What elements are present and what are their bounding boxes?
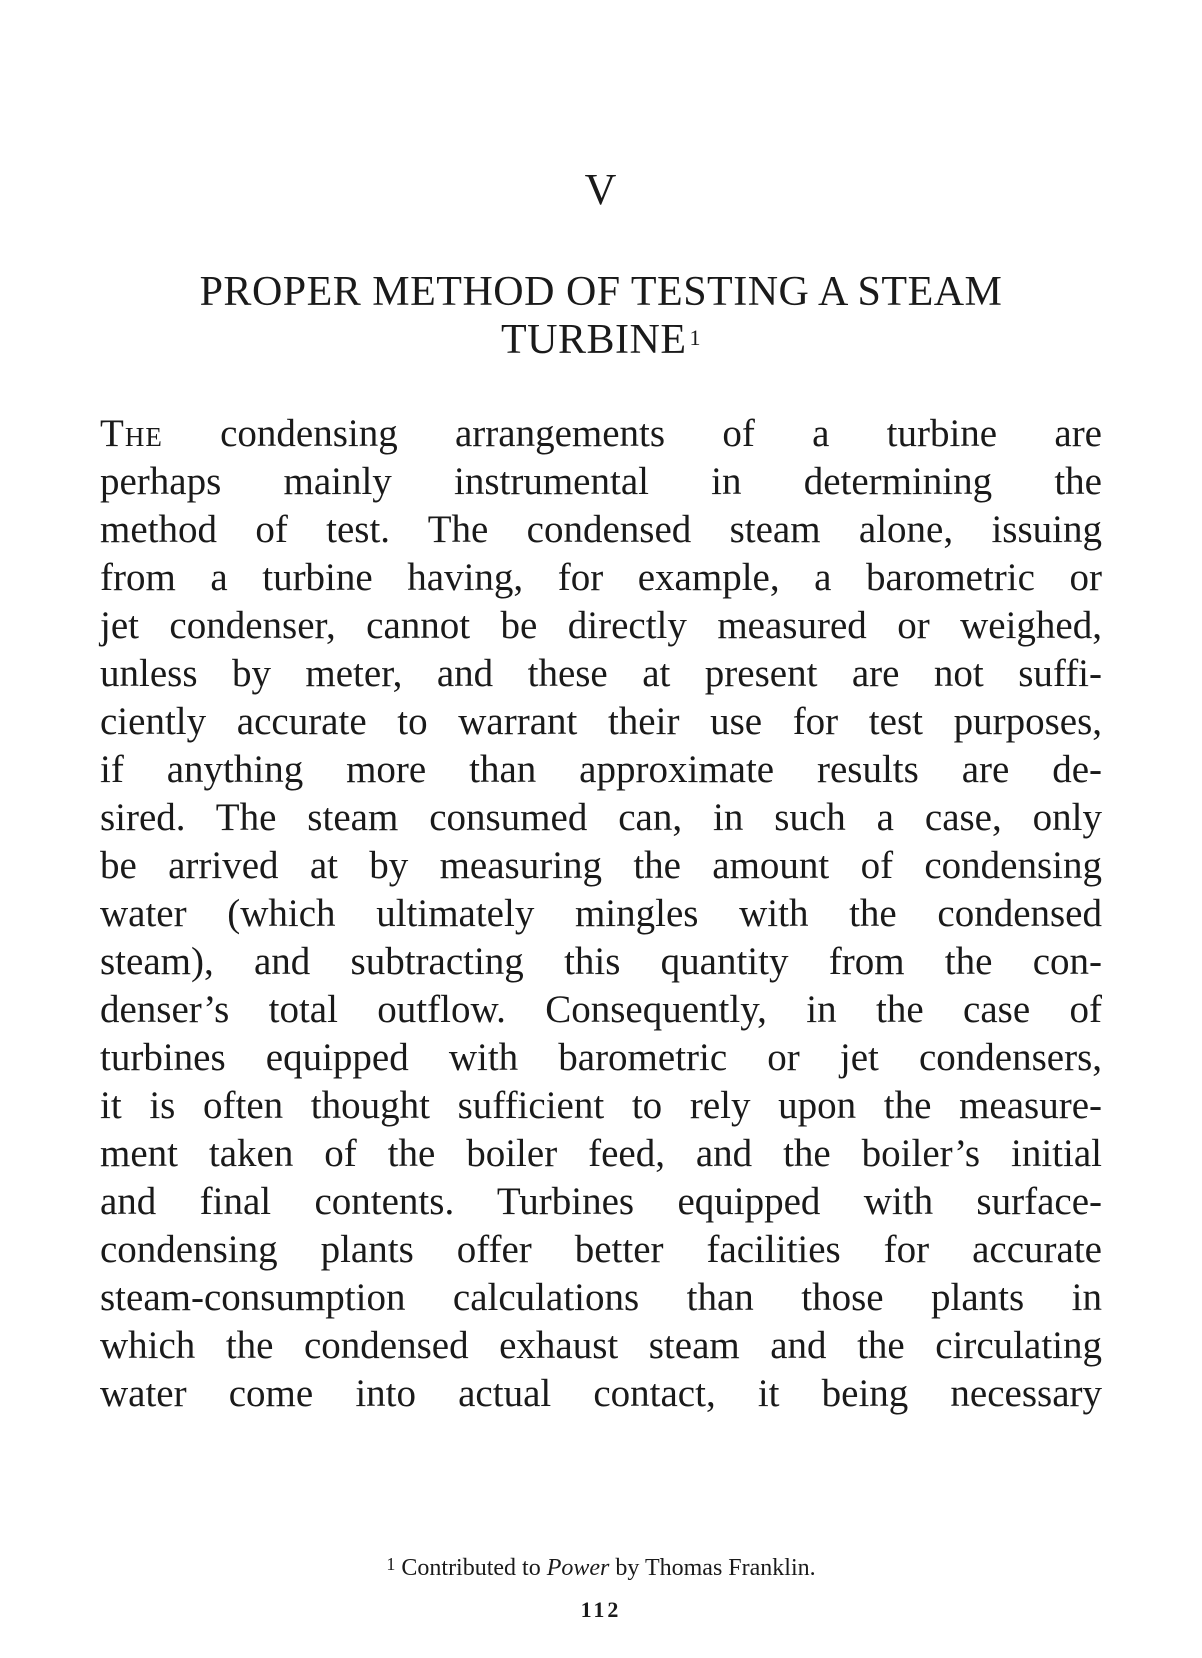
body-text (100, 410, 1102, 1418)
body-line-text: and final contents. Turbines equipped with surface- (100, 1180, 1102, 1223)
footnote-text-after: by Thomas Franklin. (609, 1555, 816, 1581)
body-line (100, 746, 1102, 794)
chapter-title-line-1: PROPER METHOD OF TESTING A STEAM (199, 269, 1003, 315)
body-line (100, 794, 1102, 842)
lead-word: The (100, 412, 163, 455)
body-line-text: water come into actual contact, it being necessary (100, 1372, 1102, 1415)
body-line (100, 1322, 1102, 1370)
body-line (100, 410, 1102, 458)
body-line (100, 1370, 1102, 1418)
body-line-text: method of test. The condensed steam alone, issuing (100, 508, 1102, 551)
page-number: 112 (580, 1597, 622, 1622)
footnote-marker: 1 (386, 1554, 396, 1574)
body-line (100, 890, 1102, 938)
chapter-title-line-2 (100, 316, 1102, 364)
body-line-text: ciently accurate to warrant their use for test purposes, (100, 700, 1102, 743)
body-line (100, 1226, 1102, 1274)
footnote-journal: Power (546, 1555, 610, 1581)
body-line (100, 986, 1102, 1034)
body-line-text: perhaps mainly instrumental in determining the (100, 460, 1102, 503)
body-line-text: which the condensed exhaust steam and the circulating (100, 1324, 1102, 1367)
body-line (100, 602, 1102, 650)
chapter-title-line-2-text: TURBINE (501, 317, 687, 363)
body-line (100, 650, 1102, 698)
body-line-text: water (which ultimately mingles with the condensed (100, 892, 1102, 935)
footnote-reference: 1 (689, 325, 701, 350)
body-line (100, 1034, 1102, 1082)
body-line-text: unless by meter, and these at present are not suffi- (100, 652, 1102, 695)
chapter-number: V (584, 165, 618, 214)
body-line-text: from a turbine having, for example, a barometric or (100, 556, 1102, 599)
body-line (100, 1130, 1102, 1178)
body-line (100, 506, 1102, 554)
body-line (100, 698, 1102, 746)
body-line-text: if anything more than approximate results are de- (100, 748, 1102, 791)
body-line-text: it is often thought sufficient to rely upon the measure- (100, 1084, 1102, 1127)
body-line-text: steam), and subtracting this quantity from the con- (100, 940, 1102, 983)
body-line (100, 938, 1102, 986)
footnote-text-before: Contributed to (401, 1555, 547, 1581)
body-line (100, 842, 1102, 890)
body-line (100, 458, 1102, 506)
body-line-text: be arrived at by measuring the amount of condensing (100, 844, 1102, 887)
chapter-title (100, 268, 1102, 364)
body-line-text: denser’s total outflow. Consequently, in the case of (100, 988, 1102, 1031)
body-line-text: turbines equipped with barometric or jet condensers, (100, 1036, 1102, 1079)
body-line-text (100, 410, 1102, 458)
body-line (100, 1082, 1102, 1130)
body-line (100, 1274, 1102, 1322)
footnote (0, 1556, 1202, 1580)
body-line (100, 554, 1102, 602)
body-line (100, 1178, 1102, 1226)
body-line-text: ment taken of the boiler feed, and the boiler’s initial (100, 1132, 1102, 1175)
body-line-text: sired. The steam consumed can, in such a case, only (100, 796, 1102, 839)
body-line-text: steam-consumption calculations than those plants in (100, 1276, 1102, 1319)
body-line-text: jet condenser, cannot be directly measured or weighed, (100, 604, 1102, 647)
body-line-rest: condensing arrangements of a turbine are (162, 412, 1102, 455)
body-line-text: condensing plants offer better facilities for accurate (100, 1228, 1102, 1271)
